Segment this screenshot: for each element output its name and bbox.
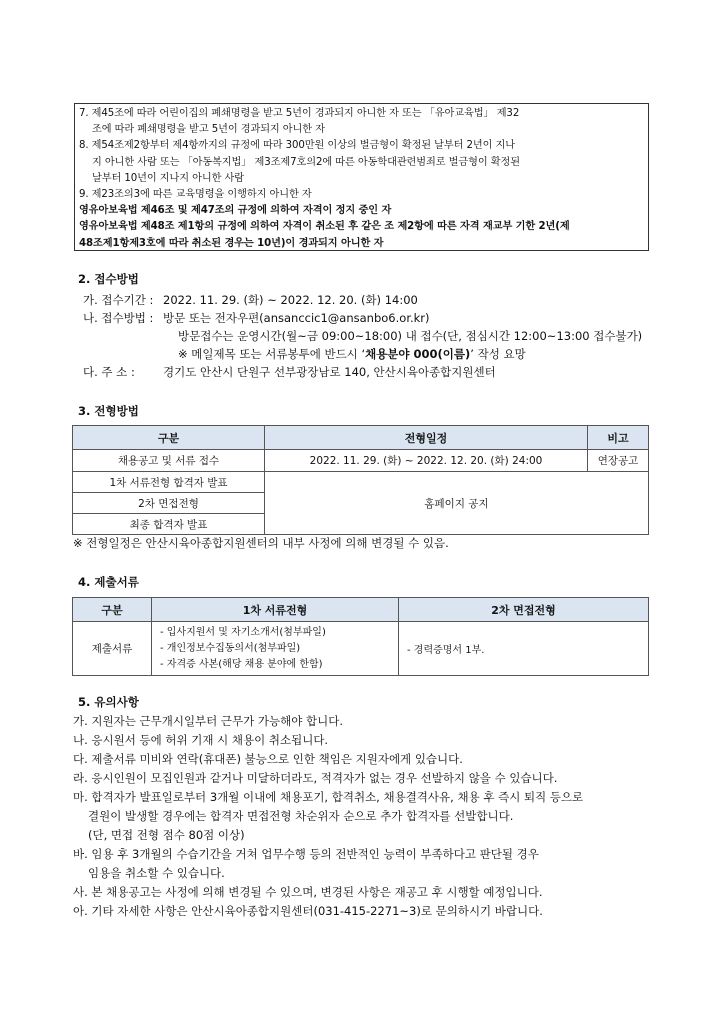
table-header: 구분	[73, 426, 265, 450]
disqualification-line: 48조제1항제3호에 따라 취소된 경우는 10년)이 경과되지 아니한 자	[79, 237, 384, 249]
merged-schedule-cell: 홈페이지 공지	[265, 472, 649, 535]
notice-line: (단, 면접 전형 점수 80점 이상)	[88, 828, 245, 842]
disqualification-line: 날부터 10년이 지나지 아니한 사람	[92, 172, 244, 184]
notice-line: 결원이 발생할 경우에는 합격자 면접전형 차순위자 순으로 추가 합격자를 선발합니다.	[88, 809, 514, 823]
list-item: - 개인정보수집동의서(첨부파일)	[160, 642, 301, 654]
notice-line: 바. 임용 후 3개월의 수습기간을 거쳐 업무수행 등의 전반적인 능력이 부족하다고 판단될 경우	[73, 847, 539, 861]
email-subject-note	[178, 346, 526, 362]
table-cell: 1차 서류전형 합격자 발표	[73, 472, 265, 493]
table-cell: 제출서류	[73, 622, 152, 676]
table-cell: 채용공고 및 서류 접수	[73, 450, 265, 472]
list-item: - 자격증 사본(해당 채용 분야에 한함)	[160, 658, 323, 670]
schedule-footnote: ※ 전형일정은 안산시육아종합지원센터의 내부 사정에 의해 변경될 수 있음.	[73, 536, 449, 550]
documents-table	[72, 597, 649, 676]
notice-line: 라. 응시인원이 모집인원과 같거나 미달하더라도, 적격자가 없는 경우 선발하지 않을 수 있습니다.	[73, 771, 558, 785]
first-stage-documents	[152, 622, 399, 676]
table-header: 전형일정	[265, 426, 588, 450]
disqualification-line: 조에 따라 폐쇄명령을 받고 5년이 경과되지 아니한 자	[92, 124, 325, 136]
notice-line: 마. 합격자가 발표일로부터 3개월 이내에 채용포기, 합격취소, 채용결격사유, 채용 후 즉시 퇴직 등으로	[73, 790, 584, 804]
application-period-value: 2022. 11. 29. (화) ~ 2022. 12. 20. (화) 14:00	[163, 293, 418, 307]
section-title-notes: 5. 유의사항	[78, 695, 139, 709]
disqualification-line: 지 아니한 사람 또는 「아동복지법」 제3조제7호의2에 따른 아동학대관련범죄로 벌금형이 확정된	[92, 156, 520, 168]
selection-schedule-table	[72, 425, 649, 535]
table-row	[73, 622, 649, 676]
section-title-selection: 3. 전형방법	[78, 404, 139, 418]
table-cell: 최종 합격자 발표	[73, 514, 265, 535]
notice-line: 아. 기타 자세한 사항은 안산시육아종합지원센터(031-415-2271~3)로 문의하시기 바랍니다.	[73, 904, 543, 918]
visit-hours-note: 방문접수는 운영시간(월~금 09:00~18:00) 내 접수(단, 점심시간 12:00~13:00 접수불가)	[178, 329, 643, 343]
notice-line: 다. 제출서류 미비와 연락(휴대폰) 불능으로 인한 책임은 지원자에게 있습니다.	[73, 752, 463, 766]
table-header: 비고	[588, 426, 649, 450]
notice-line: 나. 응시원서 등에 허위 기재 시 채용이 취소됩니다.	[73, 733, 329, 747]
table-header: 2차 면접전형	[399, 598, 649, 622]
disqualification-line: 8. 제54조제2항부터 제4항까지의 규정에 따라 300만원 이상의 벌금형이 확정된 날부터 2년이 지나	[79, 140, 516, 152]
notice-line: 임용을 취소할 수 있습니다.	[88, 866, 225, 880]
section-title-documents: 4. 제출서류	[78, 575, 139, 589]
address-label: 다. 주 소 :	[83, 365, 135, 379]
address-value: 경기도 안산시 단원구 선부광장남로 140, 안산시육아종합지원센터	[163, 365, 496, 379]
table-cell: 연장공고	[588, 450, 649, 472]
notice-line: 사. 본 채용공고는 사정에 의해 변경될 수 있으며, 변경된 사항은 재공고 후 시행할 예정입니다.	[73, 885, 543, 899]
application-period-label: 가. 접수기간 :	[83, 293, 154, 307]
email-note-prefix: ※ 메일제목 또는 서류봉투에 반드시 ‘	[178, 347, 366, 361]
disqualification-box	[74, 103, 649, 251]
application-method-label: 나. 접수방법 :	[83, 311, 154, 325]
disqualification-line: 7. 제45조에 따라 어린이집의 폐쇄명령을 받고 5년이 경과되지 아니한 자 또는 「유아교육법」 제32	[79, 108, 520, 119]
notice-line: 가. 지원자는 근무개시일부터 근무가 가능해야 합니다.	[73, 714, 343, 728]
email-note-bold: 채용분야 000(이름)	[365, 347, 471, 361]
table-cell: 2022. 11. 29. (화) ~ 2022. 12. 20. (화) 24:00	[265, 450, 588, 472]
table-row	[73, 472, 649, 493]
email-note-suffix: ’ 작성 요망	[470, 347, 526, 361]
application-method-value: 방문 또는 전자우편(ansanccic1@ansanbo6.or.kr)	[163, 311, 430, 325]
disqualification-line: 영유아보육법 제48조 제1항의 규정에 의하여 자격이 취소된 후 같은 조 제2항에 따른 자격 재교부 기한 2년(제	[79, 221, 570, 233]
second-stage-documents: - 경력증명서 1부.	[399, 622, 649, 676]
table-cell: 2차 면접전형	[73, 493, 265, 514]
table-header: 구분	[73, 598, 152, 622]
table-row	[73, 450, 649, 472]
section-title-application: 2. 접수방법	[78, 272, 139, 286]
disqualification-line: 영유아보육법 제46조 및 제47조의 규정에 의하여 자격이 정지 중인 자	[79, 205, 392, 217]
list-item: - 입사지원서 및 자기소개서(첨부파일)	[160, 626, 326, 638]
table-header: 1차 서류전형	[152, 598, 399, 622]
disqualification-line: 9. 제23조의3에 따른 교육명령을 이행하지 아니한 자	[79, 188, 312, 200]
